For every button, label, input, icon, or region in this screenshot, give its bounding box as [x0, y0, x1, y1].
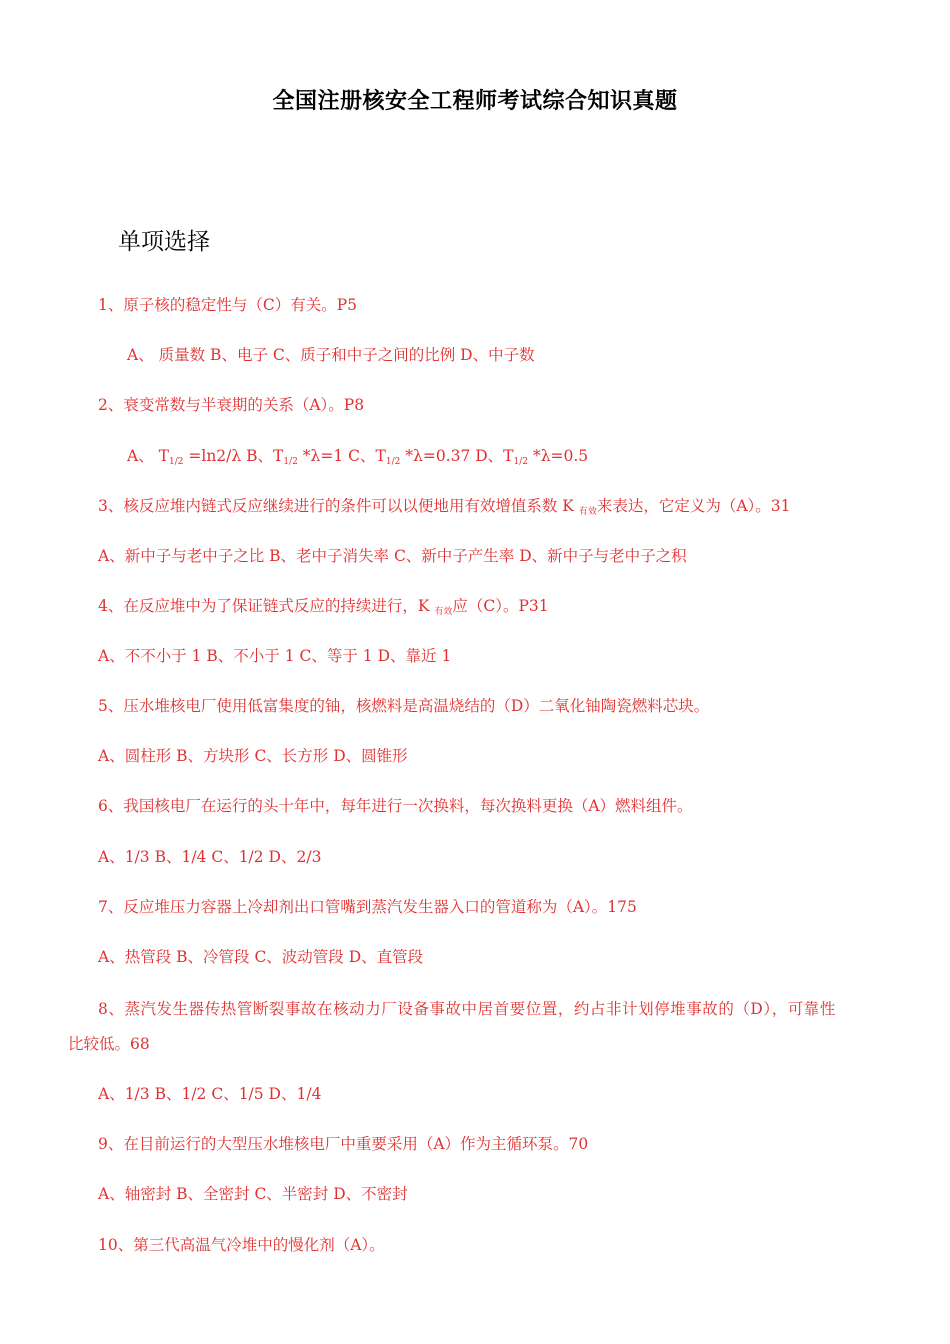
question-7-options: A、热管段 B、冷管段 C、波动管段 D、直管段 [98, 948, 424, 966]
half-life-subscript: 1/2 [168, 457, 184, 467]
question-7: 7、反应堆压力容器上冷却剂出口管嘴到蒸汽发生器入口的管道称为（A）。175 [98, 898, 637, 916]
q2-opt-a-prefix: A、 T [127, 447, 169, 465]
question-10: 10、第三代高温气冷堆中的慢化剂（A）。 [98, 1236, 385, 1254]
section-heading: 单项选择 [118, 229, 210, 255]
question-4-options: A、不不小于 1 B、不小于 1 C、等于 1 D、靠近 1 [98, 647, 452, 665]
q3-text-pre: 3、核反应堆内链式反应继续进行的条件可以以便地用有效增值系数 K [98, 497, 579, 515]
question-1: 1、原子核的稳定性与（C）有关。P5 [98, 296, 358, 314]
question-4 [98, 596, 549, 616]
question-8-line-1: 8、蒸汽发生器传热管断裂事故在核动力厂设备事故中居首要位置，约占非计划停堆事故的（D），可靠性 [98, 1000, 836, 1018]
question-8-line-2: 比较低。68 [68, 1035, 150, 1053]
question-5: 5、压水堆核电厂使用低富集度的铀，核燃料是高温烧结的（D）二氧化铀陶瓷燃料芯块。 [98, 697, 710, 715]
question-5-options: A、圆柱形 B、方块形 C、长方形 D、圆锥形 [98, 747, 408, 765]
question-9-options: A、轴密封 B、全密封 C、半密封 D、不密封 [98, 1185, 408, 1203]
question-2: 2、衰变常数与半衰期的关系（A）。P8 [98, 396, 365, 414]
q2-opt-c-rest: *λ=0.37 D、T [400, 447, 514, 465]
k-effective-subscript: 有效 [578, 507, 597, 517]
document-title: 全国注册核安全工程师考试综合知识真题 [272, 89, 678, 114]
q2-opt-b-rest: *λ=1 C、T [297, 447, 386, 465]
half-life-subscript: 1/2 [283, 457, 298, 467]
half-life-subscript: 1/2 [513, 457, 529, 467]
q4-text-post: 应（C）。P31 [452, 597, 549, 615]
question-6-options: A、1/3 B、1/4 C、1/2 D、2/3 [98, 848, 322, 866]
question-3 [98, 496, 791, 516]
question-6: 6、我国核电厂在运行的头十年中，每年进行一次换料，每次换料更换（A）燃料组件。 [98, 797, 693, 815]
question-9: 9、在目前运行的大型压水堆核电厂中重要采用（A）作为主循环泵。70 [98, 1135, 589, 1153]
k-effective-subscript: 有效 [434, 607, 453, 617]
question-3-options: A、新中子与老中子之比 B、老中子消失率 C、新中子产生率 D、新中子与老中子之积 [98, 547, 687, 565]
half-life-subscript: 1/2 [385, 457, 401, 467]
q4-text-pre: 4、在反应堆中为了保证链式反应的持续进行，K [98, 597, 435, 615]
q2-opt-d-rest: *λ=0.5 [528, 447, 589, 465]
q3-text-post: 来表达，它定义为（A）。31 [596, 497, 791, 515]
question-8-options: A、1/3 B、1/2 C、1/5 D、1/4 [98, 1085, 322, 1103]
question-2-options [127, 446, 588, 466]
q2-opt-a-rest: =ln2/λ B、T [183, 447, 284, 465]
question-1-options: A、 质量数 B、电子 C、质子和中子之间的比例 D、中子数 [127, 346, 535, 364]
